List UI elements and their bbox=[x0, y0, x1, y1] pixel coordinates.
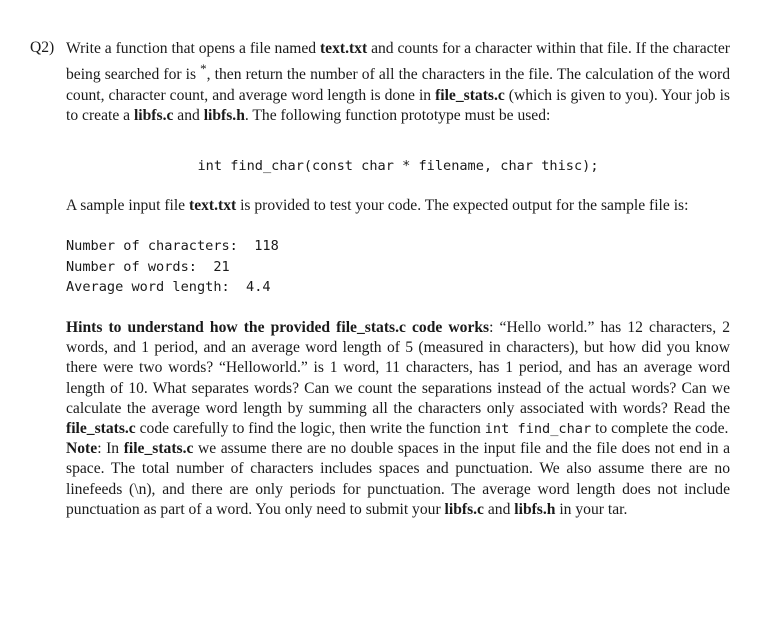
sample-text: A sample input file bbox=[66, 197, 189, 214]
note-text: and bbox=[483, 500, 515, 518]
output-line: Number of words: 21 bbox=[66, 258, 230, 275]
hints-heading: Hints to understand how the provided file_stats.c code works bbox=[66, 318, 490, 336]
filename-text-txt: text.txt bbox=[319, 40, 368, 57]
function-name-inline: int find_char bbox=[484, 421, 592, 437]
hints-text: : “Hello world.” has 12 characters, 2 words, and 1 period, and an average word length of 5 (measured in characters), but how did you know there were two words? “Helloworld.” is 1 word, 11 characters, has 1 period, and has an average word length of 10. What separates words? Can we count the separations instead of the actual words? Can we calculate the average word length by summing all the characters only associated with words? Read the bbox=[66, 318, 730, 417]
note-text: we assume there are no double spaces in the input file and the file does not end in a space. The total number of characters includes spaces and punctuation. We also assume there are no linefeeds (\n), and there are only periods for punctuation. The average word length does not include punctuation as part of a word. You only need to submit your bbox=[66, 440, 730, 518]
function-prototype: int find_char(const char * filename, char thisc); bbox=[197, 158, 599, 174]
filename-libfs-c: libfs.c bbox=[133, 106, 174, 124]
question-block bbox=[30, 39, 732, 520]
filename-libfs-c: libfs.c bbox=[444, 500, 484, 518]
filename-file-stats: file_stats.c bbox=[66, 420, 136, 437]
question-number: Q2) bbox=[30, 39, 55, 56]
intro-text: Write a function that opens a file named bbox=[66, 40, 320, 57]
filename-file-stats: file_stats.c bbox=[435, 86, 505, 104]
intro-text: and counts for a character within that file. If the character being searched for is bbox=[66, 40, 730, 84]
note-label: Note bbox=[66, 440, 98, 458]
asterisk-symbol: * bbox=[200, 61, 207, 77]
filename-libfs-h: libfs.h bbox=[203, 106, 245, 124]
note-paragraph bbox=[66, 439, 730, 520]
intro-text: (which is given to you). Your job is to create a bbox=[66, 86, 730, 124]
intro-paragraph bbox=[66, 39, 730, 126]
output-line: Number of characters: 118 bbox=[66, 238, 279, 255]
hints-text: to complete the code. bbox=[591, 420, 729, 437]
intro-text: , then return the number of all the characters in the file. The calculation of the word count, character count, and average word length is done in bbox=[66, 66, 730, 104]
output-line: Average word length: 4.4 bbox=[66, 279, 271, 296]
filename-libfs-h: libfs.h bbox=[514, 500, 556, 518]
intro-text: and bbox=[173, 106, 204, 124]
note-text: : In bbox=[97, 440, 124, 458]
note-text: in your tar. bbox=[555, 500, 628, 518]
hints-text: code carefully to find the logic, then write the function bbox=[135, 420, 485, 437]
expected-output bbox=[66, 236, 730, 298]
filename-text-txt: text.txt bbox=[189, 197, 237, 214]
intro-text: . The following function prototype must be used: bbox=[244, 106, 551, 124]
sample-paragraph bbox=[66, 196, 730, 216]
sample-text: is provided to test your code. The expected output for the sample file is: bbox=[236, 197, 689, 214]
hints-paragraph bbox=[66, 318, 730, 439]
question-body bbox=[66, 39, 730, 520]
filename-file-stats: file_stats.c bbox=[123, 440, 194, 458]
